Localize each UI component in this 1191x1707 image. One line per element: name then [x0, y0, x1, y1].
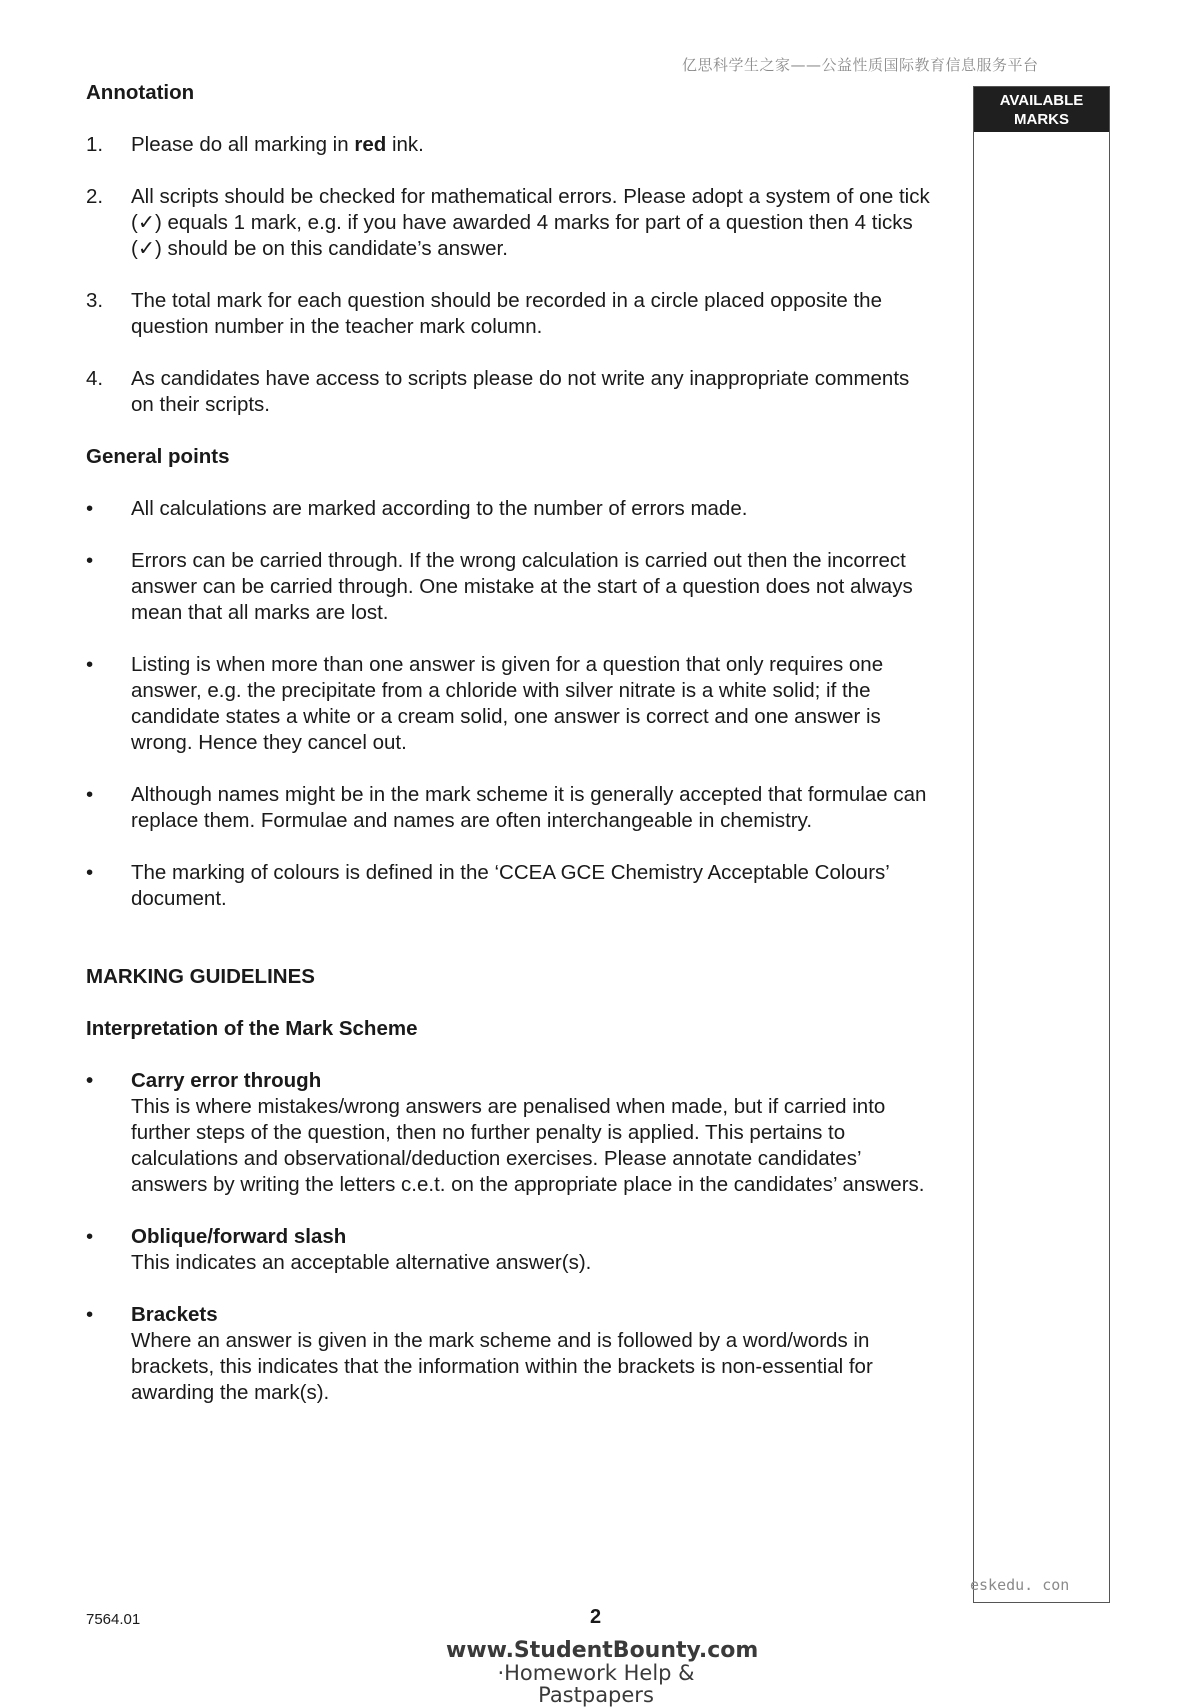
available-marks-column [973, 86, 1110, 1603]
item-number: 2. [86, 185, 104, 208]
bullet: • [86, 1303, 94, 1326]
guideline-title: Oblique/forward slash [131, 1225, 347, 1248]
item-text: Please do all marking in red ink. [131, 133, 424, 156]
item-number: 4. [86, 367, 104, 390]
item-text: The total mark for each question should be recorded in a circle placed opposite the question number in the teacher mark column. [131, 289, 882, 338]
guideline-item [86, 1068, 936, 1198]
bullet: • [86, 1069, 94, 1092]
guideline-title: Brackets [131, 1303, 218, 1326]
page-number: 2 [590, 1606, 602, 1628]
bullet: • [86, 653, 94, 676]
bullet: • [86, 783, 94, 806]
general-point-text: All calculations are marked according to the number of errors made. [131, 497, 748, 520]
bullet: • [86, 1225, 94, 1248]
general-points-heading: General points [86, 445, 230, 468]
general-point-text: The marking of colours is defined in the ‘CCEA GCE Chemistry Acceptable Colours’ document. [131, 861, 890, 910]
item-number: 3. [86, 289, 104, 312]
general-point [86, 652, 936, 756]
available-marks-header [974, 87, 1109, 132]
watermark-header: 亿思科学生之家——公益性质国际教育信息服务平台 [682, 56, 1039, 74]
annotation-item [86, 184, 936, 262]
annotation-item [86, 132, 936, 158]
guideline-text: Where an answer is given in the mark scheme and is followed by a word/words in brackets, this indicates that the information within the brackets is non-essential for awarding the mark(s). [131, 1329, 873, 1404]
annotation-heading: Annotation [86, 81, 195, 104]
guideline-title: Carry error through [131, 1069, 322, 1092]
marking-guidelines-heading: MARKING GUIDELINES [86, 965, 315, 988]
general-point [86, 496, 936, 522]
bullet: • [86, 549, 94, 572]
bullet: • [86, 861, 94, 884]
logo-tagline: ·Homework Help & Pastpapers [497, 1661, 695, 1707]
interpretation-heading: Interpretation of the Mark Scheme [86, 1017, 418, 1040]
paper-code: 7564.01 [86, 1611, 141, 1628]
general-point [86, 782, 936, 834]
general-point-text: Listing is when more than one answer is given for a question that only requires one answer, e.g. the precipitate from a chloride with silver nitrate is a white solid; if the candidate states a white or a cream solid, one answer is correct and one answer is wrong. Hence they cancel out. [131, 653, 884, 754]
guideline-text: This indicates an acceptable alternative answer(s). [131, 1251, 592, 1274]
bullet: • [86, 497, 94, 520]
eskedu-watermark: eskedu. con [970, 1576, 1070, 1594]
logo-url: www.StudentBounty.com [446, 1638, 759, 1663]
guideline-item [86, 1224, 936, 1276]
item-text: All scripts should be checked for mathematical errors. Please adopt a system of one tick (✓) equals 1 mark, e.g. if you have awarded 4 marks for part of a question then 4 ticks (✓) should be on this candidate’s answer. [131, 185, 930, 260]
item-number: 1. [86, 133, 104, 156]
annotation-item [86, 288, 936, 340]
general-point [86, 860, 936, 912]
studentbounty-logo [446, 1638, 759, 1707]
general-point [86, 548, 936, 626]
guideline-text: This is where mistakes/wrong answers are penalised when made, but if carried into further steps of the question, then no further penalty is applied. This pertains to calculations and observational/deduction exercises. Please annotate candidates’ answers by writing the letters c.e.t. on the appropriate place in the candidates’ answers. [131, 1095, 925, 1196]
document-body [86, 80, 936, 1406]
item-text: As candidates have access to scripts please do not write any inappropriate comments on their scripts. [131, 367, 910, 416]
guideline-item [86, 1302, 936, 1406]
general-point-text: Errors can be carried through. If the wrong calculation is carried out then the incorrect answer can be carried through. One mistake at the start of a question does not always mean that all marks are lost. [131, 549, 913, 624]
annotation-item [86, 366, 936, 418]
general-point-text: Although names might be in the mark scheme it is generally accepted that formulae can replace them. Formulae and names are often interchangeable in chemistry. [131, 783, 927, 832]
available-marks-label: AVAILABLE MARKS [999, 92, 1084, 128]
